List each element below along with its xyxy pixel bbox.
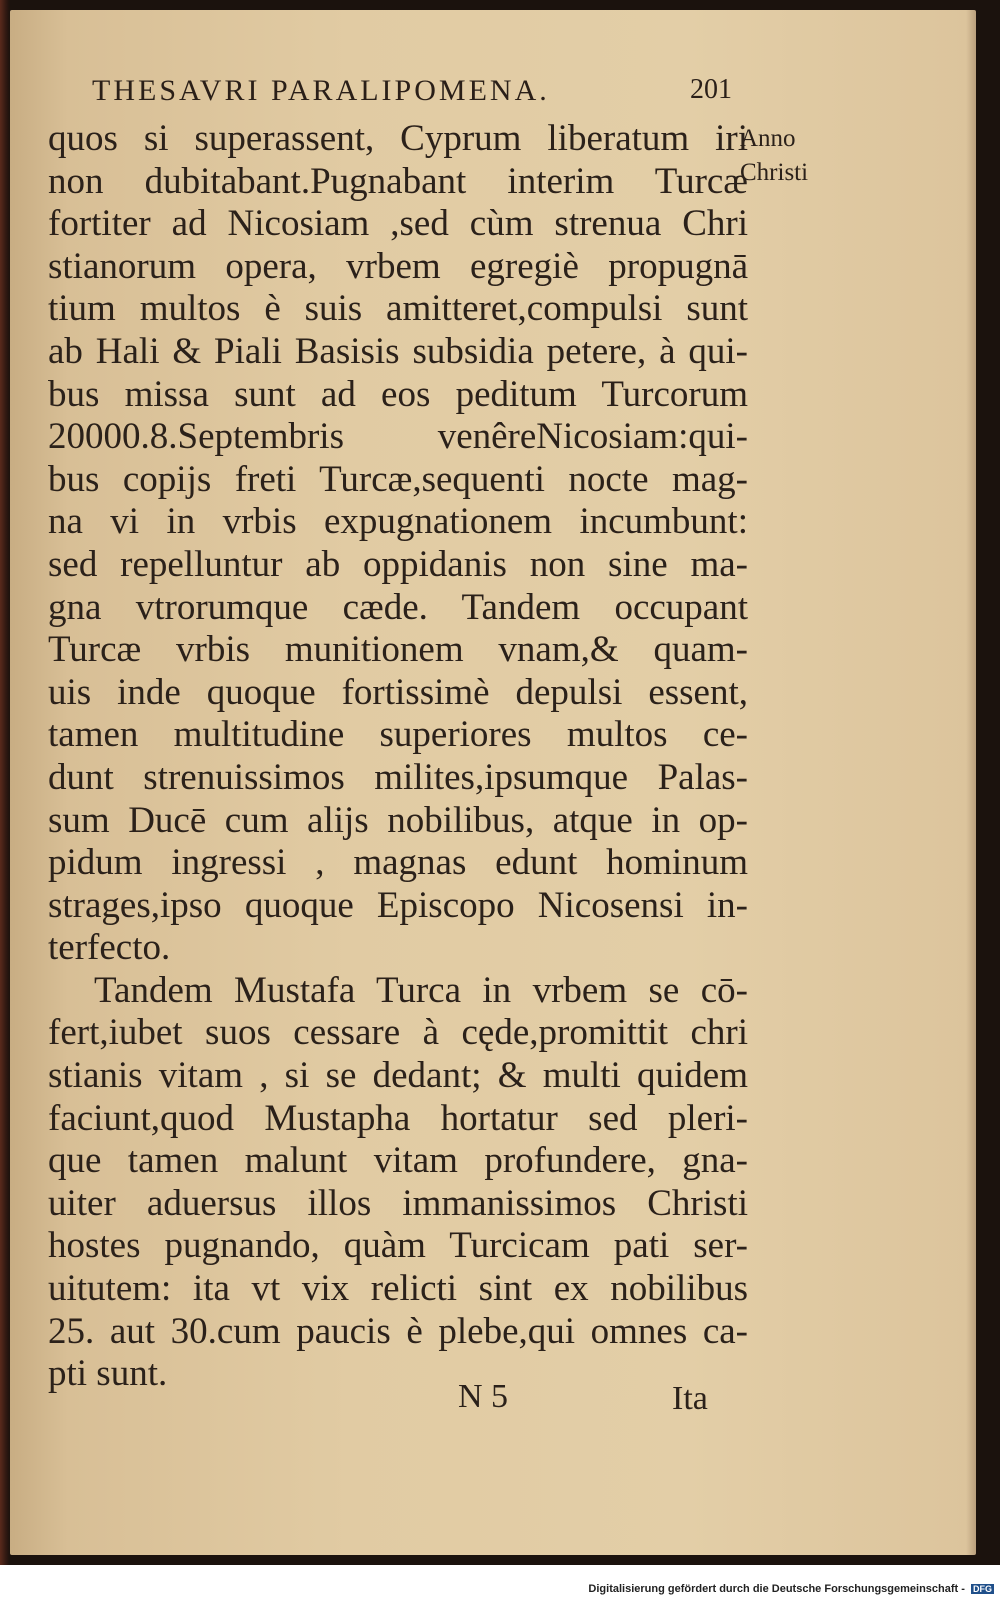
text-line: pti sunt. (48, 1353, 168, 1395)
text-line: bus copijs freti Turcæ,sequenti nocte mag- (48, 458, 748, 500)
margin-note-line: Anno (740, 125, 796, 152)
text-line: Turcæ vrbis munitionem vnam,& quam- (48, 629, 748, 671)
text-line: non dubitabant.Pugnabant interim Turcæ (48, 160, 748, 202)
folio-number: 201 (690, 74, 732, 105)
margin-note (740, 122, 850, 190)
text-line: pidum ingressi , magnas edunt hominum (48, 842, 748, 884)
book-page (10, 10, 976, 1555)
book-spine (0, 0, 10, 1565)
text-line: terfecto. (48, 927, 171, 969)
text-line: dunt strenuissimos milites,ipsumque Palas- (48, 756, 748, 798)
running-head: THESAVRI PARALIPOMENA. (92, 74, 550, 107)
signature-mark: N 5 (458, 1378, 509, 1415)
text-line: fert,iubet suos cessare à cęde,promittit chri (48, 1012, 748, 1054)
text-line: gna vtrorumque cæde. Tandem occupant (48, 586, 748, 628)
text-line: sed repelluntur ab oppidanis non sine ma- (48, 543, 748, 585)
text-line: bus missa sunt ad eos peditum Turcorum (48, 373, 748, 415)
text-line: sum Ducē cum alijs nobilibus, atque in op- (48, 799, 748, 841)
text-line: strages,ipso quoque Episcopo Nicosensi in- (48, 884, 748, 926)
text-line: uiter aduersus illos immanissimos Christi (48, 1182, 748, 1224)
footer-text: Digitalisierung gefördert durch die Deutsche Forschungsgemeinschaft - (588, 1583, 965, 1595)
text-line: 20000.8.Septembris venêreNicosiam:qui- (48, 416, 748, 458)
text-line: stianorum opera, vrbem egregiè propugnā (48, 245, 748, 287)
page-edge-shadow (966, 10, 976, 1555)
text-line: 25. aut 30.cum paucis è plebe,qui omnes ca- (48, 1310, 748, 1352)
text-line: na vi in vrbis expugnationem incumbunt: (48, 501, 748, 543)
text-line: uitutem: ita vt vix relicti sint ex nobilibus (48, 1268, 748, 1310)
digitization-footer (588, 1583, 994, 1595)
text-line: que tamen malunt vitam profundere, gna- (48, 1140, 748, 1182)
dfg-logo: DFG (973, 1584, 992, 1595)
text-line: stianis vitam , si se dedant; & multi quidem (48, 1055, 748, 1097)
text-line: quos si superassent, Cyprum liberatum iri (48, 118, 748, 159)
text-line: tamen multitudine superiores multos ce- (48, 714, 748, 756)
text-line: hostes pugnando, quàm Turcicam pati ser- (48, 1225, 748, 1267)
catchword: Ita (672, 1380, 708, 1417)
text-line: Tandem Mustafa Turca in vrbem se cō- (94, 969, 748, 1011)
text-line: uis inde quoque fortissimè depulsi essent, (48, 671, 748, 713)
text-line: tium multos è suis amitteret,compulsi sunt (48, 288, 748, 330)
text-line: ab Hali & Piali Basisis subsidia petere, à qui- (48, 330, 748, 372)
text-line: faciunt,quod Mustapha hortatur sed pleri- (48, 1097, 748, 1139)
body-text (48, 118, 748, 1396)
text-line: fortiter ad Nicosiam ,sed cùm strenua Chri (48, 203, 748, 245)
margin-note-line: Christi (740, 159, 809, 186)
